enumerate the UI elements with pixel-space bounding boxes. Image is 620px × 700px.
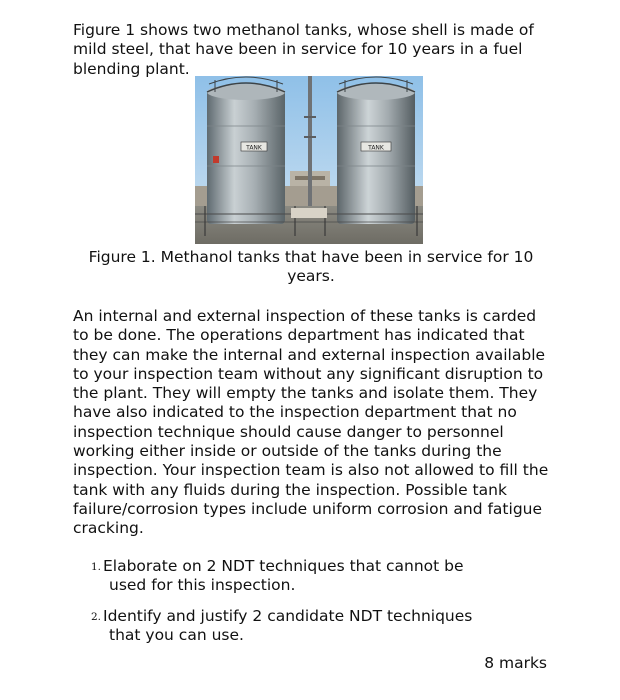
- question-item: [91, 607, 531, 646]
- question-line: Identify and justify 2 candidate NDT techniques: [103, 607, 473, 625]
- tank-left-label: TANK: [246, 144, 262, 152]
- marks-label: 8 marks: [484, 654, 547, 672]
- question-text: [103, 557, 531, 596]
- question-line: Elaborate on 2 NDT techniques that cannot be: [103, 557, 464, 575]
- intro-paragraph: Figure 1 shows two methanol tanks, whose shell is made of mild steel, that have been in service for 10 years in a fuel blending plant.: [73, 21, 534, 78]
- question-number: 2.: [91, 611, 102, 623]
- question-number: 1.: [91, 561, 102, 573]
- figure-caption: Figure 1. Methanol tanks that have been in service for 10 years.: [88, 248, 534, 286]
- question-item: [91, 557, 531, 596]
- question-line: used for this inspection.: [109, 576, 296, 595]
- methanol-tanks-photo: [195, 76, 423, 244]
- question-text: [103, 607, 531, 646]
- body-paragraph: An internal and external inspection of these tanks is carded to be done. The operations department has indicated that they can make the internal and external inspection available to your inspection team without any significant disruption to the plant. They will empty the tanks and isolate them. They have also indicated to the inspection department that no inspection technique should cause danger to personnel working either inside or outside of the tanks during the inspection. Your inspection team is also not allowed to fill the tank with any fluids during the inspection. Possible tank failure/corrosion types include uniform corrosion and fatigue cracking.: [73, 307, 549, 538]
- tank-right-label: TANK: [368, 144, 384, 152]
- question-line: that you can use.: [109, 626, 244, 645]
